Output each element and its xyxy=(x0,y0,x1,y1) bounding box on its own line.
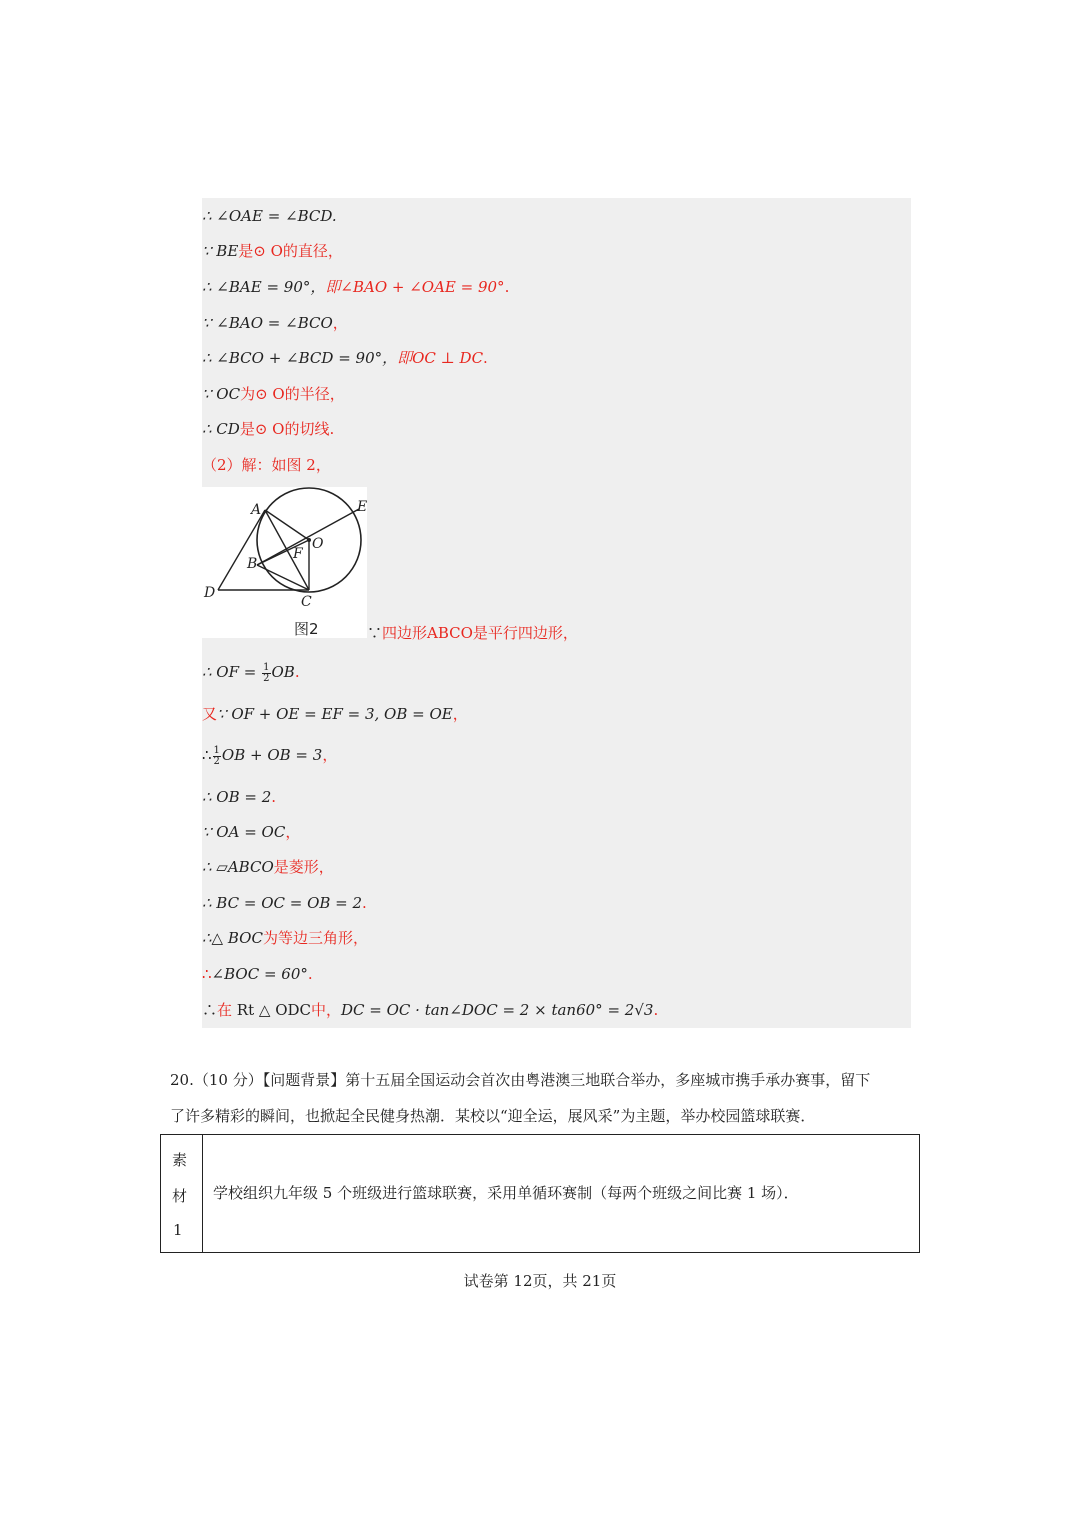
label-d: D xyxy=(204,585,216,601)
segment-be xyxy=(257,509,359,565)
question-text-line-1: 20.（10 分）【问题背景】第十五届全国运动会首次由粤港澳三地联合举办，多座城市携手承办赛事，留下 xyxy=(170,1071,871,1089)
solution-line-13: ∴ OB = 2. xyxy=(202,788,277,806)
solution-line-5: ∴ ∠BCO + ∠BCD = 90°，即OC ⊥ DC. xyxy=(202,349,488,367)
solution-line-1: ∴ ∠OAE = ∠BCD. xyxy=(202,207,337,225)
center-point xyxy=(307,538,311,542)
question-text-line-2: 了许多精彩的瞬间，也掀起全民健身热潮．某校以“迎全运，展风采”为主题，举办校园篮球联赛． xyxy=(170,1107,816,1125)
label-o: O xyxy=(312,536,324,552)
solution-line-16: ∴ BC = OC = OB = 2. xyxy=(202,894,367,912)
solution-line-11: 又∵ OF + OE = EF = 3, OB = OE， xyxy=(202,705,468,723)
label-f: F xyxy=(293,546,303,562)
solution-line-9: ∵四边形ABCO是平行四边形， xyxy=(367,624,578,642)
figure-caption: 图2 xyxy=(294,620,319,638)
label-e: E xyxy=(357,499,367,515)
label-a: A xyxy=(251,502,262,518)
material-label-char-1: 素 xyxy=(172,1151,188,1169)
solution-line-14: ∵ OA = OC， xyxy=(202,823,301,841)
solution-line-8: （2）解：如图 2， xyxy=(202,456,331,474)
material-label-char-2: 材 xyxy=(172,1187,188,1205)
solution-line-17: ∴△ BOC为等边三角形， xyxy=(202,929,368,947)
solution-line-10: ∴ OF = $\frac{1}{2}$ OB. xyxy=(202,661,300,684)
solution-line-6: ∵ OC为⊙ O的半径， xyxy=(202,385,345,403)
circle-diagram xyxy=(202,487,367,617)
material-content: 学校组织九年级 5 个班级进行篮球联赛，采用单循环赛制（每两个班级之间比赛 1 场）． xyxy=(213,1184,799,1202)
material-label-cell xyxy=(161,1135,203,1252)
solution-line-7: ∴ CD是⊙ O的切线. xyxy=(202,420,335,438)
label-b: B xyxy=(247,556,258,572)
solution-line-19: ∴在 Rt △ ODC中，DC = OC · tan∠DOC = 2 × tan60° = 2√3. xyxy=(202,1001,659,1019)
material-label-char-3: 1 xyxy=(173,1221,183,1239)
label-c: C xyxy=(301,594,312,610)
solution-line-12: ∴ $\frac{1}{2}$ OB + OB = 3， xyxy=(202,744,338,767)
solution-line-2: ∵ BE是⊙ O的直径， xyxy=(202,242,343,260)
solution-line-15: ∴ ▱ABCO是菱形， xyxy=(202,858,334,876)
solution-line-4: ∵ ∠BAO = ∠BCO， xyxy=(202,314,348,332)
solution-line-18: ∴∠BOC = 60°. xyxy=(202,965,313,983)
material-table xyxy=(160,1134,920,1253)
page-footer: 试卷第 12页，共 21页 xyxy=(463,1272,617,1290)
segment-ao xyxy=(265,510,309,540)
figure-2 xyxy=(202,487,367,638)
segment-bc xyxy=(257,565,309,590)
solution-line-3: ∴ ∠BAE = 90°，即∠BAO + ∠OAE = 90°. xyxy=(202,278,510,296)
